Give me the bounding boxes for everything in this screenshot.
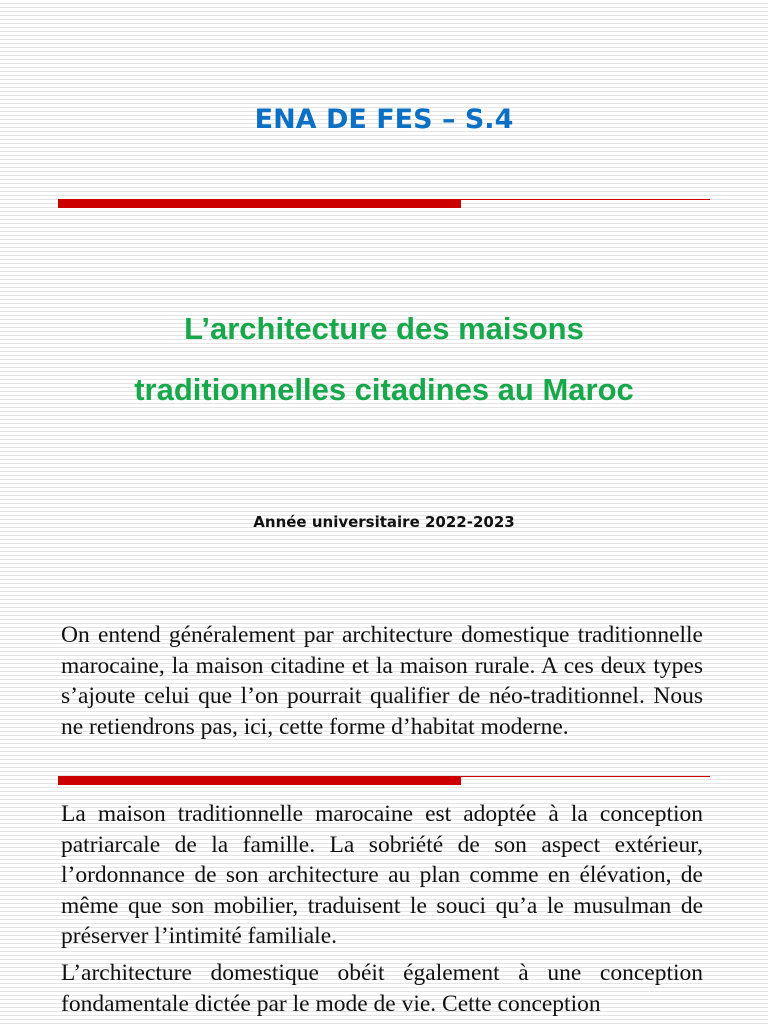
divider-thick-segment [58,776,461,785]
course-title-line2: traditionnelles citadines au Maroc [134,372,634,407]
slide-title: ENA DE FES – S.4 [254,104,514,135]
divider-thick-segment [58,199,461,208]
divider-thin-segment [461,199,710,200]
red-divider-middle [58,776,710,786]
body-paragraph-2: La maison traditionnelle marocaine est adoptée à la conception patriarcale de la famille. La sobriété de son aspect extérieur, l’ordonnance de son architecture au plan comme en élévation, de même que son mobilier, traduisent le souci qu’a le musulman de préserver l’intimité familiale. [61,801,703,949]
intro-paragraph: On entend généralement par architecture domestique traditionnelle marocaine, la maison citadine et la maison rurale. A ces deux types s’ajoute celui que l’on pourrait qualifier de néo-traditionnel. Nous ne retiendrons pas, ici, cette forme d’habitat moderne. [61,622,703,740]
academic-year: Année universitaire 2022-2023 [253,513,515,531]
course-title-line1: L’architecture des maisons [184,311,584,346]
divider-thin-segment [461,776,710,777]
red-divider-top [58,199,710,209]
body-paragraph-3: L’architecture domestique obéit également à une conception fondamentale dictée par le mode de vie. Cette conception [61,960,703,1017]
